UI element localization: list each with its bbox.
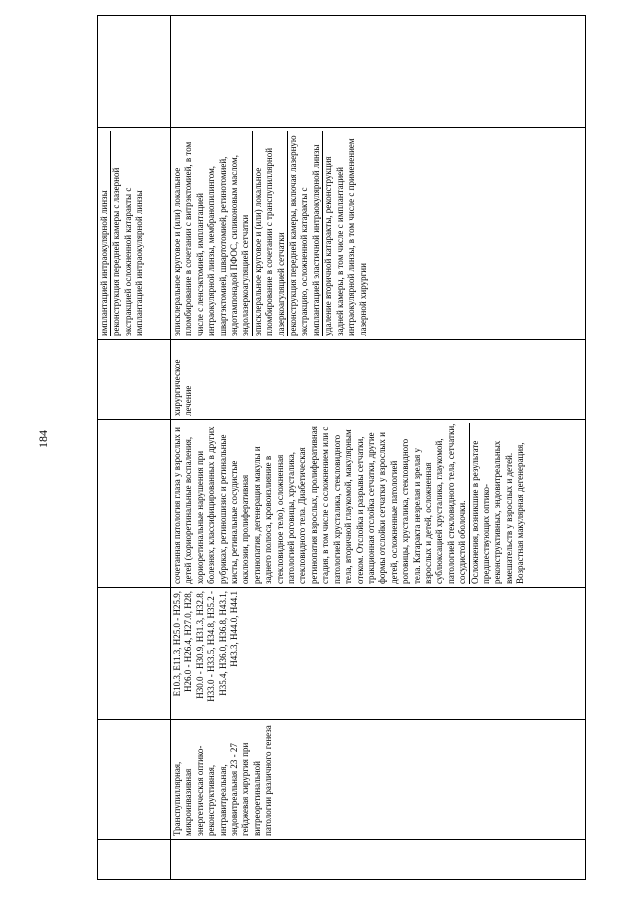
cell-treatment-type: хирургическое лечение [171,340,586,420]
method-2: эписклеральное круговое и (или) локальное пломбирование в сочетании с транспупиллярной лазеркоагуляцией сетчатки [253,131,288,336]
cell-codes: E10.3, E11.3, H25.0 - H25.9, H26.0 - H26.4, H27.0, H28, H30.0 - H30.9, H31.3, H32.8, H33.0 - H33.5, H34.8, H35.2 - H35.4, H36.0, H36.8, H43.1, H43.3, H44.0, H44.1 [171,588,586,720]
cell-cost [171,16,586,128]
cell-codes-top [98,588,171,720]
cell-description [171,420,586,588]
cell-cost-top [98,16,171,128]
page-number: 184 [36,430,50,448]
method-4: удаление вторичной катаракты, реконструкция задней камеры, в том числе с имплантацией интраокулярной линзы, в том числе с применением лазерной хирургии [323,138,368,336]
cell-description-top [98,420,171,588]
cell-methods-top [98,128,171,340]
procedures-table [97,15,586,880]
table-row-main [171,16,586,880]
cell-name: Транспупиллярная, микроинвазивная энергетическая оптико-реконструктивная, интравитреальная, эндовитреальная 23 - 27 гейджевая хирургия при витреоретинальной патологии различного генеза [171,720,586,840]
cell-treatment-top [98,340,171,420]
cell-name-top [98,720,171,840]
method-3: реконструкция передней камеры, включая лазерную экстракцию, осложненной катаракты с имплантацией эластичной интраокулярной линзы [288,131,323,336]
cell-number [171,840,586,880]
method-1: эписклеральное круговое и (или) локальное пломбирование в сочетании с витрэктомией, в том числе с ленсэктомией, имплантацией интраокулярной линзы, мембранопилингом, швартэктомией, швартотомией, ретинотомией, эндотампонадой ПФОС, силиконовым маслом, эндолазеркоагуляцией сетчатки [172,131,253,336]
method-continuation-2: реконструкция передней камеры с лазерной экстракцией осложненной катаракты с имплантацией интраокулярной линзы [111,167,145,336]
method-continuation-1: имплантацией интраокулярной линзы [99,131,111,336]
table-row-top [98,16,171,880]
cell-methods [171,128,586,340]
description-part-1: сочетанная патология глаза у взрослых и детей (хориоретинальные воспаления, хориоретинальные нарушения при болезнях, классифицированных в других рубриках, ретиношизис и ретинальные кисты, ретинальные сосудистые окклюзии, пролиферативная ретинопатия, дегенерация макулы и заднего полюса, кровоизлияние в стекловидное тело), осложненная патологией роговицы, хрусталика, стекловидного тела. Диабетическая ретинопатия взрослых, пролиферативная стадия, в том числе с осложнением или с патологией хрусталика, стекловидного тела, вторичной глаукомой, макулярным отеком. Отслойка и разрывы сетчатки, тракционная отслойка сетчатки, другие формы отслойки сетчатки у взрослых и детей, осложненные патологией роговицы, хрусталика, стекловидного тела. Катаракта незрелая и зрелая у взрослых и детей, осложненная сублюксацией хрусталика, глаукомой, патологией стекловидного тела, сетчатки, сосудистой оболочки. [172,423,470,584]
cell-number-top [98,840,171,880]
rotated-table-page [97,16,595,880]
description-part-2: Осложнения, возникшие в результате предшествующих оптико-реконструктивных, эндовитреальных вмешательств у взрослых и детей. Возрастная макулярная дегенерация, [469,440,526,584]
